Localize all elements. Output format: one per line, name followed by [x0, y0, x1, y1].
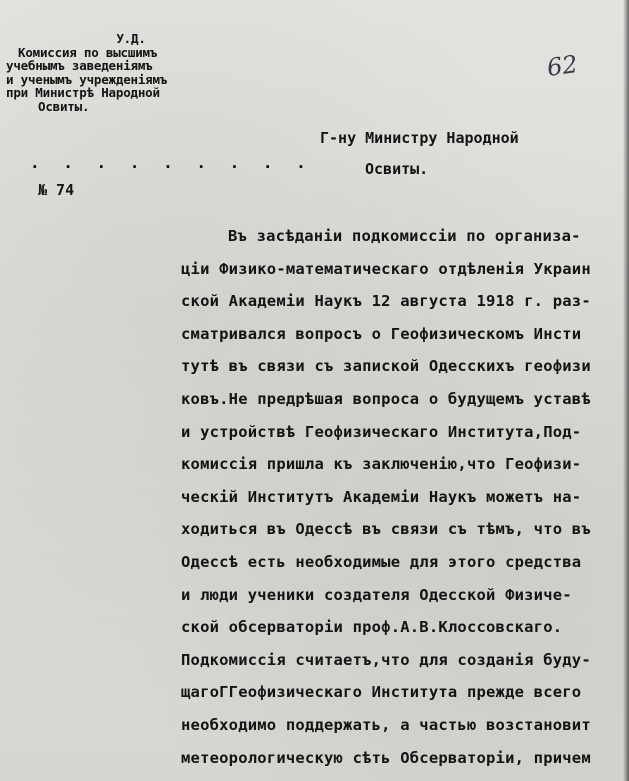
document-number: № 74 [38, 181, 75, 199]
body-line: Одессѣ есть необходимые для этого средства [181, 552, 582, 571]
body-line: ходиться въ Одессѣ въ связи съ тѣмъ, что въ [181, 520, 591, 539]
body-line: ковъ.Не предрѣшая вопроса о будущемъ уставѣ [181, 389, 591, 408]
handwritten-page-number: 62 [545, 50, 580, 82]
body-line: щагоГГеофизическаго Института прежде всего [181, 683, 582, 702]
body-line: и люди ученики создателя Одесской Физиче- [181, 585, 572, 604]
body-line: необходимо поддержать, а частью возстановит [181, 715, 591, 734]
body-line: ческій Институтъ Академіи Наукъ можетъ на- [181, 487, 582, 506]
dotted-line: . . . . . . . . . [30, 153, 313, 172]
sender-line: и ученымъ учрежденіямъ [6, 71, 168, 87]
body-line: тутѣ въ связи съ запиской Одесскихъ геофизи [181, 357, 591, 376]
body-line: и устройствѣ Геофизическаго Института,Под- [181, 422, 582, 441]
addressee-block [320, 123, 519, 185]
sender-line: Освиты. [38, 98, 90, 114]
sender-line: учебнымъ заведеніямъ [6, 58, 153, 73]
body-line: комиссія пришла къ заключенію,что Геофизи- [181, 455, 582, 474]
sender-block [6, 32, 256, 113]
body-line: сматривался вопросъ о Геофизическомъ Инсти [181, 324, 582, 343]
addressee-line: Освиты. [365, 160, 429, 178]
body-line: Въ засѣданіи подкомиссіи по организа- [228, 227, 581, 245]
body-line: метеорологическую сѣть Обсерваторіи, причем [181, 748, 591, 767]
body-line: ціи Физико-математическаго отдѣленія Украин [181, 259, 591, 278]
body-line: ской Академіи Наукъ 12 августа 1918 г. раз- [181, 292, 591, 311]
body-line: Подкомиссія считаетъ,что для созданія буду- [181, 650, 591, 669]
sender-line: при Министрѣ Народной [6, 85, 160, 100]
sender-line: У.Д. [116, 31, 146, 46]
addressee-line: Г-ну Министру Народной [320, 129, 519, 147]
sender-line: Комиссия по высшимъ [18, 44, 158, 60]
body-line: ской обсерваторіи проф.А.В.Клоссовскаго. [181, 618, 563, 637]
letter-body [181, 220, 629, 774]
